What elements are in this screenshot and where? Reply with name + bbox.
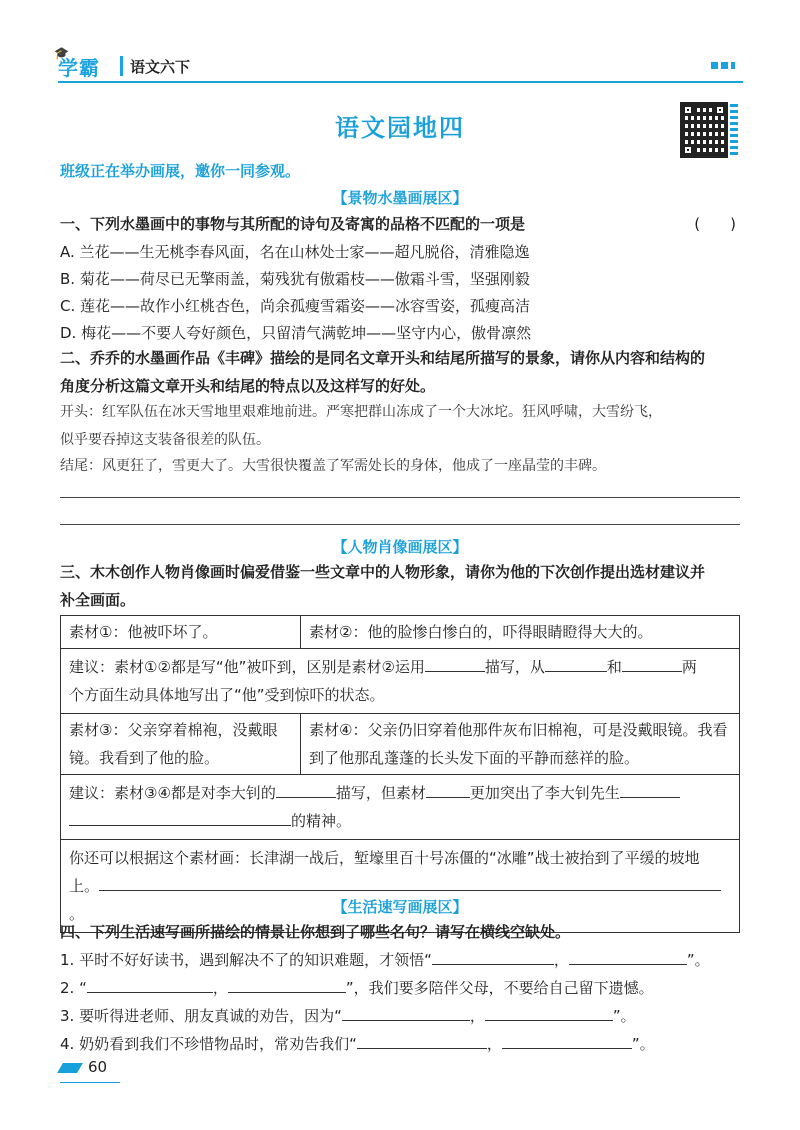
extra-material-line-2: 上。	[69, 877, 100, 895]
option-c[interactable]: C. 莲花——故作小红桃杏色，尚余孤瘦雪霜姿——冰容雪姿，孤瘦高洁	[60, 297, 531, 315]
question-4-stem: 四、下列生活速写画所描绘的情景让你想到了哪些名句？请写在横线空缺处。	[60, 923, 571, 941]
blank-field[interactable]	[99, 872, 721, 891]
question-3	[60, 558, 750, 614]
section-title-landscape: 【景物水墨画展区】	[332, 189, 468, 207]
item-1-text-a: 1. 平时不好好读书，遇到解决不了的知识难题，才领悟“	[60, 951, 432, 969]
question-4-item-3	[60, 1002, 750, 1030]
suggestion-2-part-c: 更加突出了李大钊先生	[469, 784, 620, 802]
qr-side-strip	[730, 104, 738, 158]
suggestion-1-part-a: 建议：素材①②都是写“他”被吓到，区别是素材②运用	[69, 658, 425, 676]
table-row	[61, 774, 739, 839]
item-2-text-a: 2. “	[60, 979, 87, 997]
page-header	[54, 46, 743, 84]
blank-field[interactable]	[569, 946, 687, 965]
section-title-portrait: 【人物肖像画展区】	[332, 538, 468, 556]
blank-field[interactable]	[228, 974, 346, 993]
passage-opening-line-1: 开头：红军队伍在冰天雪地里艰难地前进。严寒把群山冻成了一个大冰坨。狂风呼啸，大雪纷飞，	[60, 404, 662, 420]
table-row	[61, 648, 739, 713]
item-3-text-c: ”。	[612, 1007, 636, 1025]
blank-field[interactable]	[620, 779, 680, 798]
material-2: 素材②：他的脸惨白惨白的，吓得眼睛瞪得大大的。	[309, 623, 653, 641]
item-4-comma: ，	[486, 1035, 502, 1053]
item-1-comma: ，	[553, 951, 569, 969]
table-row	[61, 616, 739, 648]
material-4: 素材④：父亲仍旧穿着他那件灰布旧棉袍，可是没戴眼镜。我看到了他那乱蓬蓬的长头发下面的平静而慈祥的脸。	[309, 721, 728, 767]
suggestion-1-part-b: 描写，从	[484, 658, 545, 676]
question-2-stem-2: 角度分析这篇文章开头和结尾的特点以及这样写的好处。	[60, 377, 436, 395]
footer-rule	[60, 1082, 120, 1083]
qr-finder	[682, 104, 694, 116]
blank-field[interactable]	[276, 779, 336, 798]
qr-code-icon[interactable]	[680, 102, 740, 162]
option-a[interactable]: A. 兰花——生无桃李春风面，名在山林处士家——超凡脱俗，清雅隐逸	[60, 243, 530, 261]
blank-field[interactable]	[485, 1002, 613, 1021]
material-table	[60, 615, 740, 933]
question-2-stem-1: 二、乔乔的水墨画作品《丰碑》描绘的是同名文章开头和结尾所描写的景象，请你从内容和结构的	[60, 349, 706, 367]
suggestion-1-part-e: 个方面生动具体地写出了“他”受到惊吓的状态。	[69, 686, 385, 704]
passage-opening	[60, 398, 750, 454]
suggestion-1-part-d: 两	[681, 658, 697, 676]
material-3: 素材③：父亲穿着棉袍，没戴眼镜。我看到了他的脸。	[61, 714, 301, 774]
section-title-sketch: 【生活速写画展区】	[332, 898, 468, 916]
suggestion-2-part-b: 描写，但素材	[335, 784, 426, 802]
pencil-icon	[57, 1063, 83, 1073]
blank-field[interactable]	[432, 946, 554, 965]
question-1-stem: 一、下列水墨画中的事物与其所配的诗句及寄寓的品格不匹配的一项是	[60, 215, 526, 233]
item-4-text-a: 4. 奶奶看到我们不珍惜物品时，常劝告我们“	[60, 1035, 357, 1053]
subject-label: 语文六下	[130, 58, 191, 76]
qr-finder	[682, 144, 694, 156]
item-3-text-a: 3. 要听得进老师、朋友真诚的劝告，因为“	[60, 1007, 342, 1025]
intro-text: 班级正在举办画展，邀你一同参观。	[60, 162, 301, 180]
item-1-text-c: ”。	[686, 951, 710, 969]
question-4-item-1	[60, 946, 750, 974]
answer-line[interactable]	[60, 497, 740, 498]
question-1	[60, 210, 750, 238]
question-4-item-4	[60, 1030, 750, 1058]
answer-line[interactable]	[60, 524, 740, 525]
question-4-item-2	[60, 974, 750, 1002]
item-4-text-c: ”。	[631, 1035, 655, 1053]
passage-opening-line-2: 似乎要吞掉这支装备很差的队伍。	[60, 432, 270, 448]
blank-field[interactable]	[357, 1030, 487, 1049]
blank-field[interactable]	[545, 653, 607, 672]
passage-ending: 结尾：风更狂了，雪更大了。大雪很快覆盖了军需处长的身体，他成了一座晶莹的丰碑。	[60, 458, 606, 474]
page-title: 语文园地四	[335, 114, 465, 142]
brand-logo: 🎓 学霸	[54, 46, 100, 80]
question-3-stem-1: 三、木木创作人物肖像画时偏爱借鉴一些文章中的人物形象，请你为他的下次创作提出选材建议并	[60, 563, 706, 581]
item-3-comma: ，	[469, 1007, 485, 1025]
blank-field[interactable]	[426, 779, 470, 798]
blank-field[interactable]	[342, 1002, 470, 1021]
blank-field[interactable]	[502, 1030, 632, 1049]
suggestion-2-part-a: 建议：素材③④都是对李大钊的	[69, 784, 276, 802]
option-d[interactable]: D. 梅花——不要人夸好颜色，只留清气满乾坤——坚守内心，傲骨凛然	[60, 324, 532, 342]
extra-period: 。	[69, 905, 85, 923]
extra-material-line-1: 你还可以根据这个素材画：长津湖一战后，堑壕里百十号冻僵的“冰雕”战士被抬到了平缓的坡地	[69, 849, 700, 867]
option-b[interactable]: B. 菊花——荷尽已无擎雨盖，菊残犹有傲霜枝——傲霜斗雪，坚强刚毅	[60, 270, 530, 288]
header-divider	[120, 56, 123, 76]
question-2	[60, 344, 750, 400]
blank-field[interactable]	[425, 653, 485, 672]
suggestion-1-part-c: 和	[606, 658, 622, 676]
page-number: 60	[88, 1058, 108, 1076]
graduation-cap-icon: 🎓	[54, 46, 70, 60]
table-row	[61, 713, 739, 774]
question-3-stem-2: 补全画面。	[60, 591, 136, 609]
blank-field[interactable]	[622, 653, 682, 672]
suggestion-2-part-d: 的精神。	[291, 812, 352, 830]
answer-bracket[interactable]: ( )	[694, 215, 736, 233]
blank-field[interactable]	[87, 974, 213, 993]
blank-field[interactable]	[69, 807, 291, 826]
question-4	[60, 918, 750, 946]
qr-finder	[714, 104, 726, 116]
material-1: 素材①：他被吓坏了。	[61, 616, 301, 648]
item-2-comma: ，	[212, 979, 228, 997]
item-2-text-c: ”，我们要多陪伴父母，不要给自己留下遗憾。	[345, 979, 654, 997]
decor-squares	[711, 62, 735, 69]
header-rule	[58, 81, 743, 83]
